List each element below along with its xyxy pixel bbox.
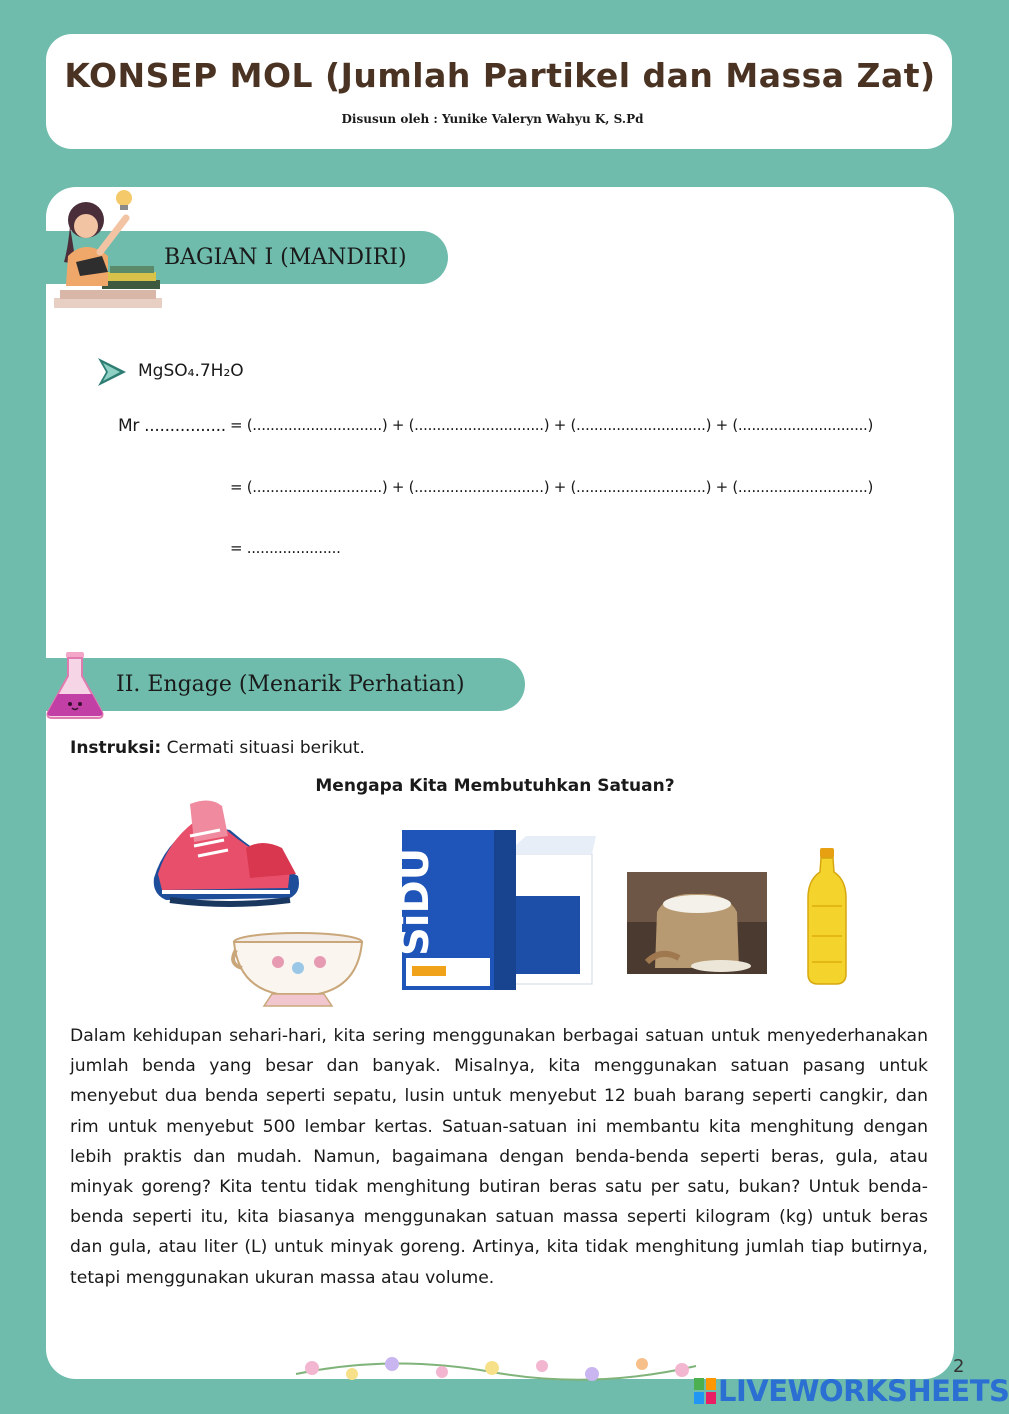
mr-label: Mr ................: [118, 416, 226, 436]
liveworksheets-logo-icon: [694, 1378, 716, 1404]
paper-ream-image: [392, 826, 596, 994]
mr-line-1[interactable]: = (.............................) + (.............................) + (.............................) + (.............................): [230, 416, 874, 434]
cooking-oil-bottle-image: [804, 846, 850, 988]
mr-line-2[interactable]: = (.............................) + (.............................) + (.............................) + (.............................): [230, 478, 874, 496]
rice-sack-image: [627, 872, 767, 974]
instruction: [70, 738, 365, 758]
instruction-label: Instruksi:: [70, 738, 162, 758]
author-credit: Disusun oleh : Yunike Valeryn Wahyu K, S.Pd: [341, 112, 644, 126]
teacup-image: [228, 930, 370, 1010]
liveworksheets-brand[interactable]: LIVEWORKSHEETS: [718, 1374, 1009, 1408]
section-2-label: II. Engage (Menarik Perhatian): [116, 672, 465, 697]
flask-icon: [44, 650, 106, 720]
body-paragraph: Dalam kehidupan sehari-hari, kita sering menggunakan berbagai satuan untuk menyederhanakan jumlah benda yang besar dan banyak. Misalnya, kita menggunakan satuan pasang untuk menyebut dua benda seperti sepatu, lusin untuk menyebut 12 buah barang seperti cangkir, dan rim untuk menyebut 500 lembar kertas. Satuan-satuan ini membantu kita menghitung dengan lebih praktis dan mudah. Namun, bagaimana dengan benda-benda seperti beras, gula, atau minyak goreng? Kita tentu tidak menghitung butiran beras satu per satu, bukan? Untuk benda-benda seperti itu, kita biasanya menggunakan satuan massa seperti kilogram (kg) untuk beras dan gula, atau liter (L) untuk minyak goreng. Artinya, kita tidak menghitung jumlah tiap butirnya, tetapi menggunakan ukuran massa atau volume.: [70, 1026, 928, 1288]
mr-result[interactable]: = .....................: [230, 539, 341, 557]
compound-formula: MgSO₄.7H₂O: [138, 361, 244, 381]
page-number: 2: [953, 1356, 965, 1377]
teacher-reading-illustration: [50, 186, 168, 310]
sneakers-image: [150, 796, 305, 908]
instruction-text: Cermati situasi berikut.: [161, 738, 365, 758]
flower-garland-decoration: [292, 1344, 700, 1394]
paper-brand-text: SiDU: [392, 847, 438, 956]
page-title: KONSEP MOL (Jumlah Partikel dan Massa Zat): [64, 56, 936, 95]
arrow-bullet-icon: [96, 356, 128, 388]
section-2-banner: [46, 658, 525, 711]
section-1-label: BAGIAN I (MANDIRI): [164, 245, 407, 270]
subheading: Mengapa Kita Membutuhkan Satuan?: [315, 776, 675, 796]
